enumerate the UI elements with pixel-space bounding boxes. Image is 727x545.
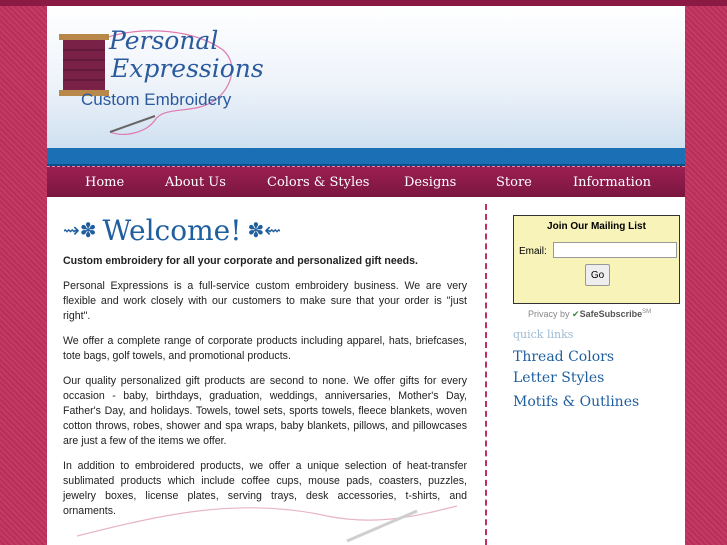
flourish-right-icon: ✽⇜ xyxy=(247,219,281,242)
nav-designs[interactable]: Designs xyxy=(404,175,457,190)
nav-information[interactable]: Information xyxy=(573,175,652,190)
intro-text: Custom embroidery for all your corporate and personalized gift needs. xyxy=(63,255,418,267)
mailing-list-box xyxy=(513,215,680,304)
safesubscribe-label[interactable]: SafeSubscribe xyxy=(579,309,643,319)
header-band xyxy=(47,148,685,166)
nav-colors-styles[interactable]: Colors & Styles xyxy=(267,175,370,190)
privacy-label: Privacy by xyxy=(528,309,570,319)
paragraph-1: Personal Expressions is a full-service custom embroidery business. We are very flexible and work closely with our customers to make sure that your order is "just right". xyxy=(63,280,467,322)
safesubscribe-check-icon: ✔ xyxy=(572,309,580,319)
needle-thread-decoration-icon xyxy=(77,486,467,545)
logo-personal: Personal xyxy=(109,26,219,55)
safesubscribe-sup: SM xyxy=(642,309,652,315)
column-divider xyxy=(485,204,487,545)
quick-link-thread-colors[interactable]: Thread Colors xyxy=(513,349,615,365)
email-label: Email: xyxy=(519,246,547,257)
privacy-note xyxy=(528,309,651,320)
nav-store[interactable]: Store xyxy=(496,175,532,190)
logo-expressions: Expressions xyxy=(111,54,264,83)
paragraph-4: In addition to embroidered products, we offer a unique selection of heat-transfer sublimated products which include coffee cups, mouse pads, coasters, puzzles, jewelry boxes, license plates, serving trays, desk accessories, t-shirts, and ornaments. xyxy=(63,460,467,517)
page-container xyxy=(47,6,685,545)
nav-home[interactable]: Home xyxy=(85,175,125,190)
quick-link-letter-styles[interactable]: Letter Styles xyxy=(513,370,605,386)
nav-about-us[interactable]: About Us xyxy=(165,175,226,190)
site-header xyxy=(47,6,685,148)
go-button[interactable]: Go xyxy=(585,264,610,286)
quick-link-motifs-outlines[interactable]: Motifs & Outlines xyxy=(513,394,640,410)
paragraph-2: We offer a complete range of corporate products including apparel, hats, briefcases, tote bags, golf towels, and promotional products. xyxy=(63,335,467,362)
paragraph-3: Our quality personalized gift products are second to none. We offer gifts for every occasion - baby, birthdays, graduation, weddings, anniversaries, Mother's Day, Father's Day, and holidays. Towels, towel sets, sports towels, fleece blankets, woven cotton throws, robes, shower and spa wraps, baby blankets, pillows, and pillowcases are just a few of the items we offer. xyxy=(63,375,467,447)
mailing-list-title: Join Our Mailing List xyxy=(547,221,646,232)
main-nav xyxy=(47,166,685,197)
welcome-heading-row xyxy=(63,211,281,249)
quick-links-heading: quick links xyxy=(513,328,574,341)
email-input[interactable] xyxy=(553,242,677,258)
logo-custom-embroidery: Custom Embroidery xyxy=(81,90,232,109)
flourish-left-icon: ⇝✽ xyxy=(63,219,97,242)
page-title: Welcome! xyxy=(102,213,242,247)
